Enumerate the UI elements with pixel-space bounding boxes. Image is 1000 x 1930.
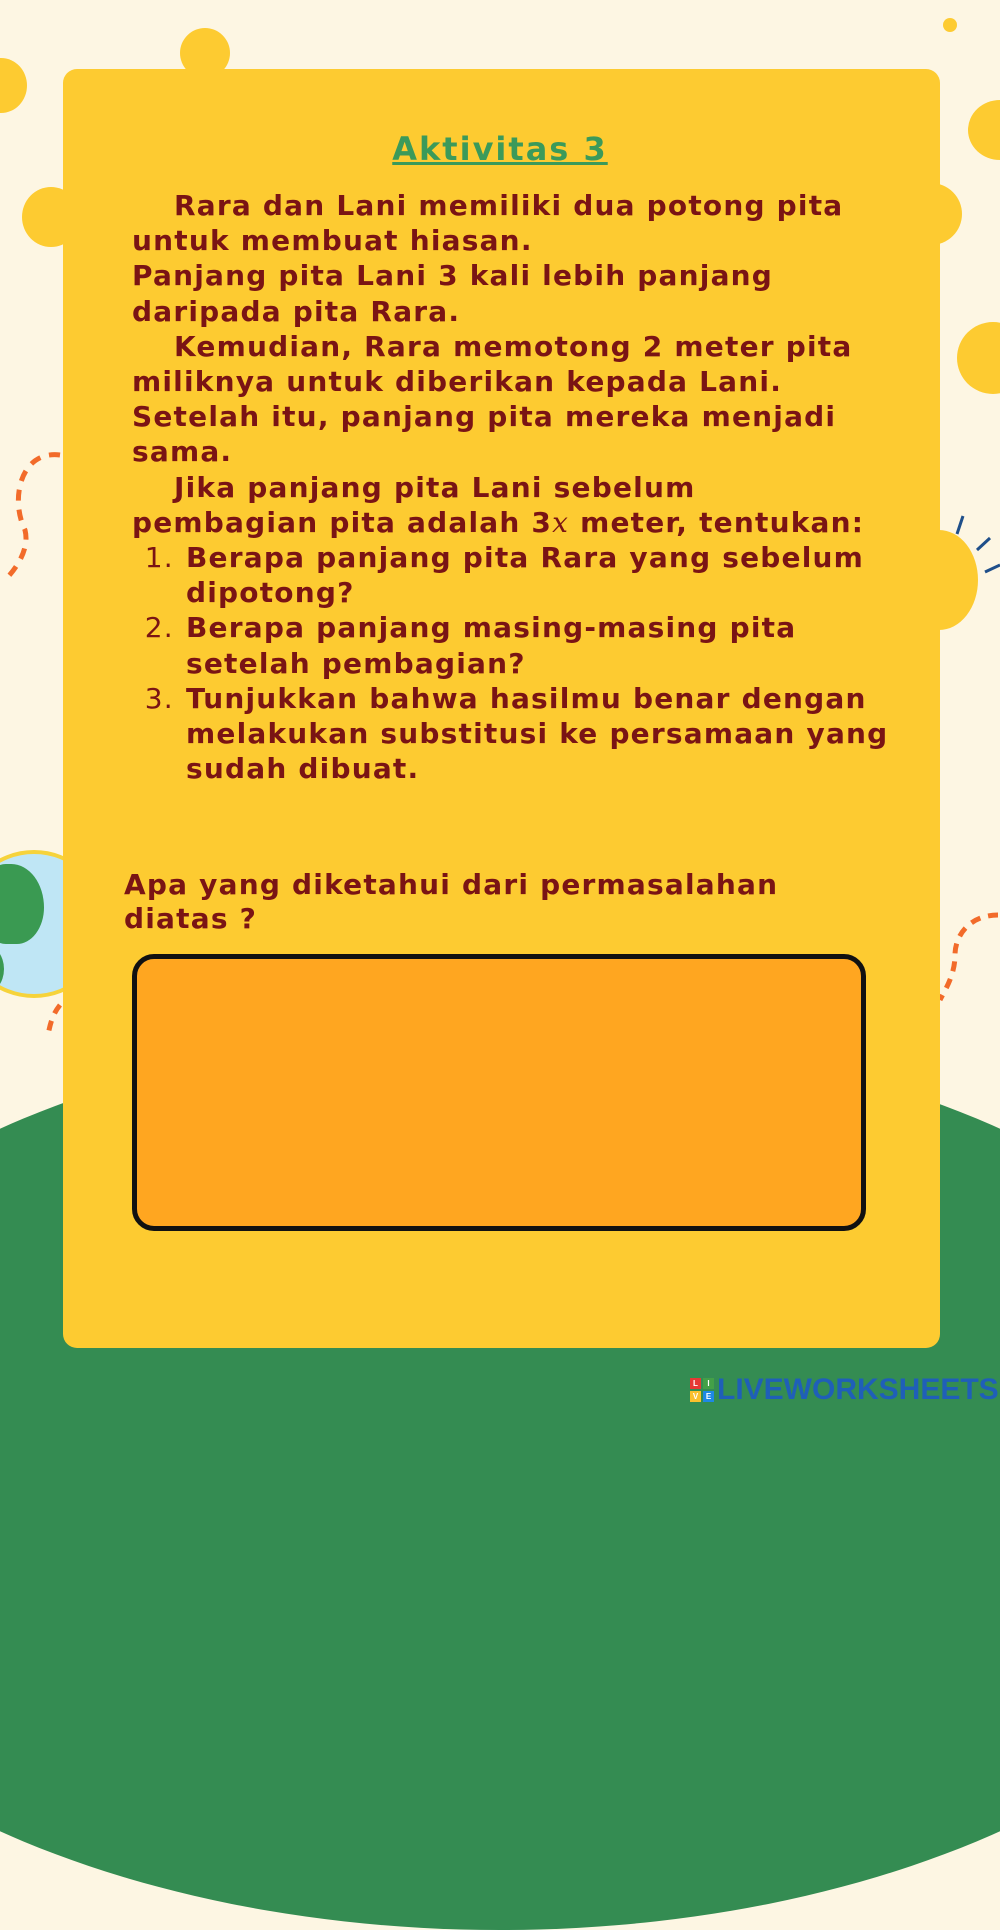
story-paragraph: Kemudian, Rara memotong 2 meter pita miliknya untuk diberikan kepada Lani. <box>132 329 853 399</box>
decor-dot <box>943 18 957 32</box>
decor-dashed-curve-right <box>930 905 1000 1005</box>
logo-letter: I <box>703 1378 714 1389</box>
decor-sparkle-lines <box>945 510 1000 580</box>
question-list <box>132 540 892 786</box>
decor-dot <box>0 58 27 113</box>
story-paragraph-question <box>132 470 892 540</box>
page-title: Aktivitas 3 <box>392 130 608 168</box>
math-variable: x <box>552 505 570 539</box>
list-item: 1. Berapa panjang pita Rara yang sebelum dipotong? <box>184 540 892 610</box>
answer-input[interactable] <box>132 954 866 1231</box>
liveworksheets-logo-icon <box>690 1378 714 1402</box>
logo-letter: E <box>703 1391 714 1402</box>
list-item: 3. Tunjukkan bahwa hasilmu benar dengan melakukan substitusi ke persamaan yang sudah dibuat. <box>184 681 892 787</box>
decor-dot <box>957 322 1000 394</box>
story-paragraph: Panjang pita Lani 3 kali lebih panjang daripada pita Rara. <box>132 259 774 328</box>
liveworksheets-logo[interactable] <box>690 1373 999 1407</box>
story-text: meter, tentukan: <box>569 505 865 539</box>
question-prompt: Apa yang diketahui dari permasalahan diatas ? <box>124 868 779 935</box>
logo-letter: V <box>690 1391 701 1402</box>
list-item: 2. Berapa panjang masing-masing pita setelah pembagian? <box>184 610 892 680</box>
problem-story <box>132 188 892 786</box>
story-text: Jika panjang pita Lani sebelum pembagian pita adalah 3 <box>132 470 696 539</box>
story-paragraph: Rara dan Lani memiliki dua potong pita untuk membuat hiasan. <box>132 189 844 258</box>
logo-letter: L <box>690 1378 701 1389</box>
story-paragraph: Setelah itu, panjang pita mereka menjadi sama. <box>132 400 837 469</box>
logo-text: LIVEWORKSHEETS <box>717 1373 999 1406</box>
